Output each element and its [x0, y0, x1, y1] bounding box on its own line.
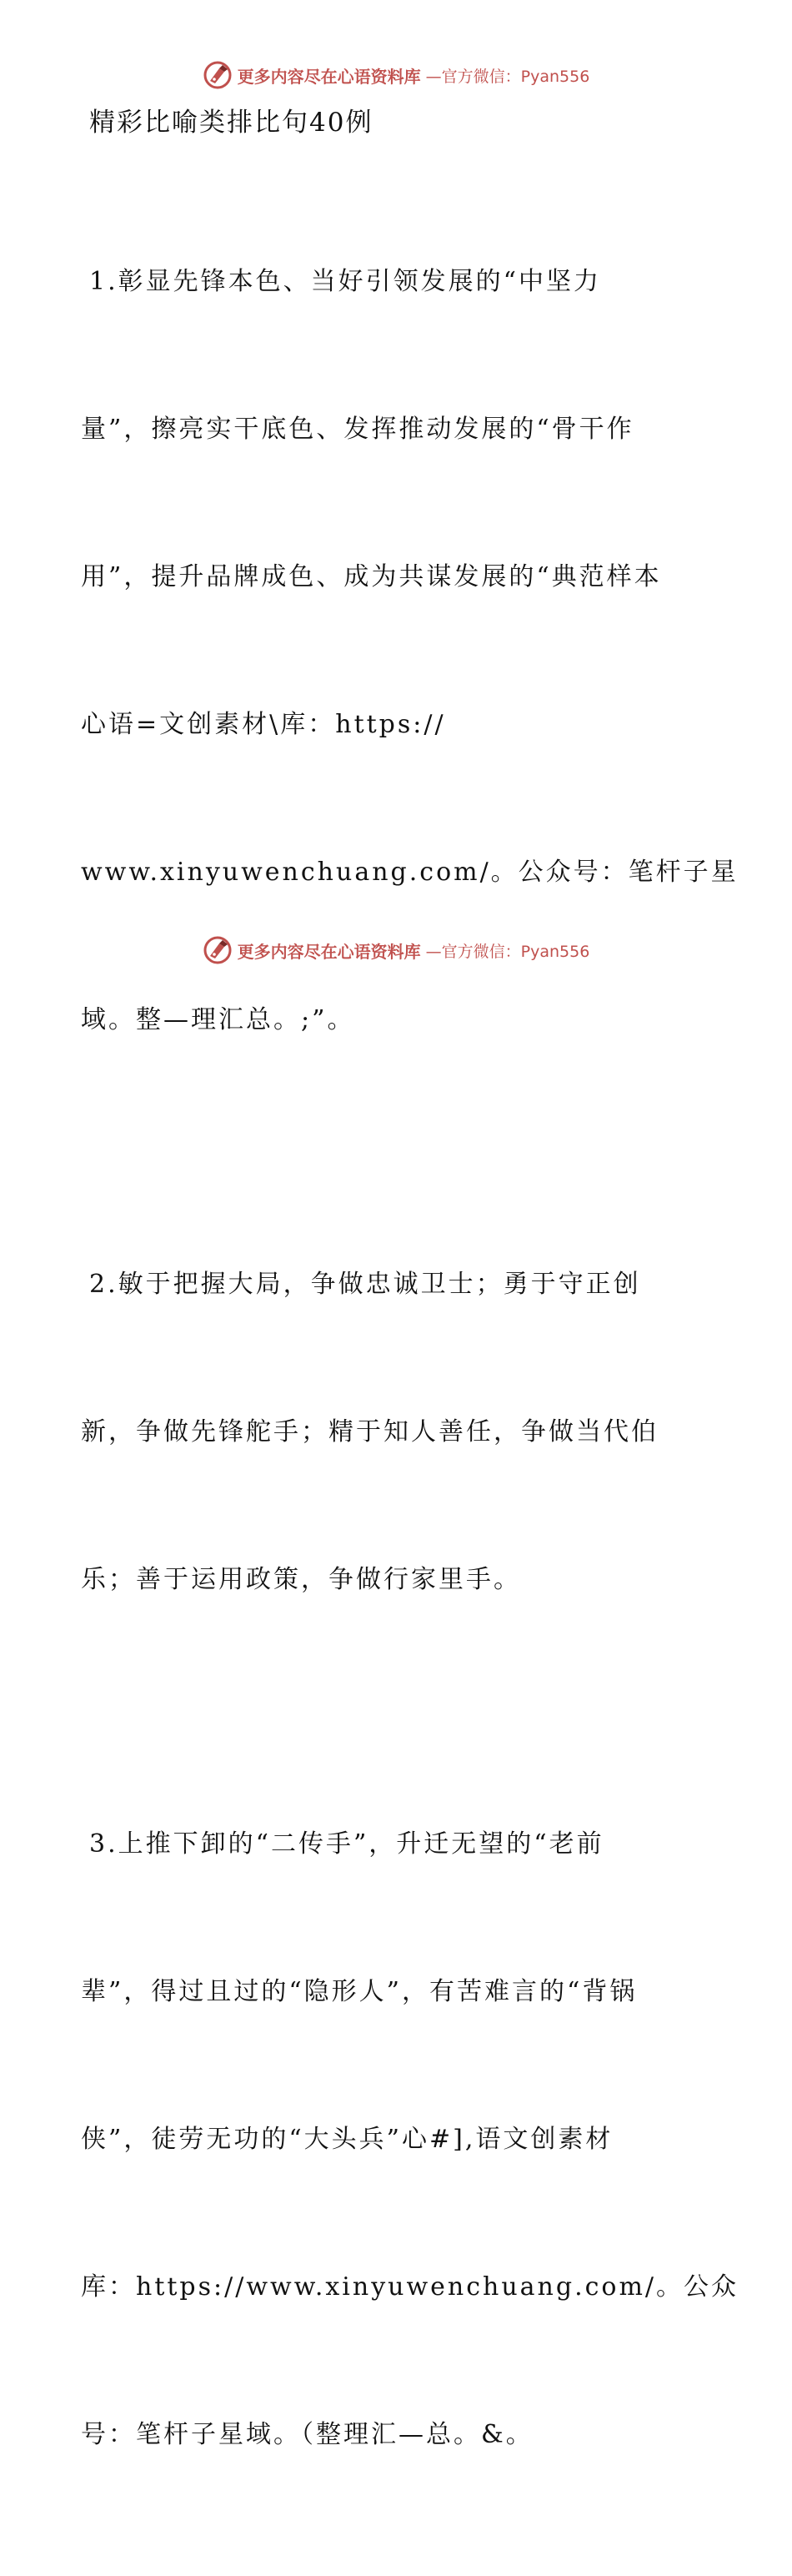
paragraph-line: 量”，擦亮实干底色、发挥推动发展的“骨干作 — [81, 415, 634, 444]
document-title: 精彩比喻类排比句40例 — [89, 108, 373, 138]
paragraph-line: 心语=文创素材\库：https:// — [81, 710, 446, 739]
pen-nib-icon — [203, 60, 233, 90]
paragraph-line: 1.彰显先锋本色、当好引领发展的“中坚力 — [89, 267, 601, 296]
paragraph-1 — [81, 158, 739, 1143]
banner-sub-text: —官方微信：Pyan556 — [425, 67, 590, 86]
banner-main-text: 更多内容尽在心语资料库 — [237, 66, 421, 87]
paragraph-line: 号：笔杆子星域。（整理汇—总。&。 — [81, 2420, 534, 2449]
paragraph-line: www.xinyuwenchuang.com/。公众号：笔杆子星 — [81, 858, 739, 887]
footer-banner — [0, 933, 792, 967]
document-body — [81, 102, 739, 2576]
paragraph-2 — [81, 1161, 714, 1703]
paragraph-line: 库：https://www.xinyuwenchuang.com/。公众 — [81, 2272, 739, 2302]
header-banner — [0, 58, 792, 92]
paragraph-line: 新，争做先锋舵手；精于知人善任，争做当代伯 — [81, 1417, 659, 1446]
paragraph-line: 用”，提升品牌成色、成为共谋发展的“典范样本 — [81, 562, 662, 591]
paragraph-line: 3.上推下卸的“二传手”，升迁无望的“老前 — [89, 1829, 604, 1859]
paragraph-3 — [81, 1721, 739, 2558]
pen-nib-icon — [203, 935, 233, 965]
paragraph-line: 辈”，得过且过的“隐形人”，有苦难言的“背锅 — [81, 1977, 638, 2006]
paragraph-line: 侠”，徒劳无功的“大头兵”心#],语文创素材 — [81, 2125, 614, 2154]
paragraph-line: 乐；善于运用政策，争做行家里手。 — [81, 1565, 521, 1594]
banner-sub-text: —官方微信：Pyan556 — [425, 942, 590, 961]
banner-main-text: 更多内容尽在心语资料库 — [237, 941, 421, 962]
paragraph-line: 域。整—理汇总。;”。 — [81, 1005, 355, 1034]
paragraph-line: 2.敏于把握大局，争做忠诚卫士；勇于守正创 — [89, 1270, 641, 1299]
